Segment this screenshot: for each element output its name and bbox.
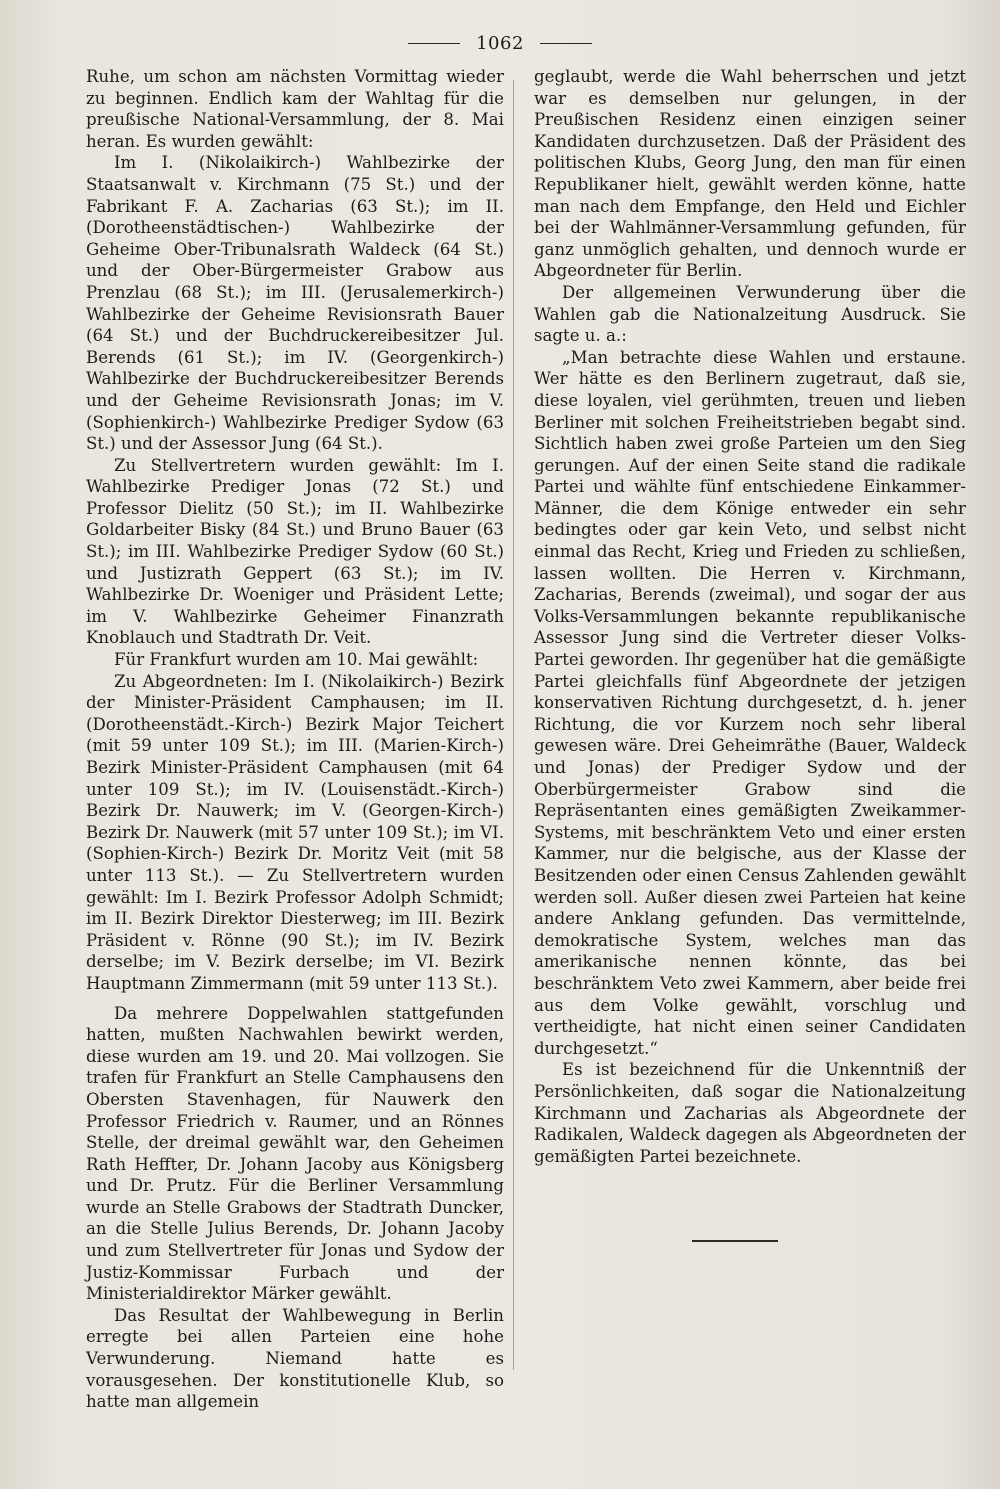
- right-column: [534, 66, 966, 1167]
- paragraph: Der allgemeinen Verwunderung über die Wahlen gab die Nationalzeitung Ausdruck. Sie sagte u. a.:: [534, 282, 966, 346]
- section-end-rule: [692, 1240, 778, 1242]
- paragraph: Zu Abgeordneten: Im I. (Nikolaikirch-) Bezirk der Minister-Präsident Camphausen; im II. (Dorotheenstädt.-Kirch-) Bezirk Major Teichert (mit 59 unter 109 St.); im III. (Marien-Kirch-) Bezirk Minister-Präsident Camphausen (mit 64 unter 109 St.); im IV. (Louisenstädt.-Kirch-) Bezirk Dr. Nauwerk; im V. (Georgen-Kirch-) Bezirk Dr. Nauwerk (mit 57 unter 109 St.); im VI. (Sophien-Kirch-) Bezirk Dr. Moritz Veit (mit 58 unter 113 St.). — Zu Stellvertretern wurden gewählt: Im I. Bezirk Professor Adolph Schmidt; im II. Bezirk Direktor Diesterweg; im III. Bezirk Präsident v. Rönne (90 St.); im IV. Bezirk derselbe; im V. Bezirk derselbe; im VI. Bezirk Hauptmann Zimmermann (mit 59 unter 113 St.).: [86, 671, 504, 993]
- paragraph: Das Resultat der Wahlbewegung in Berlin erregte bei allen Parteien eine hohe Verwunderung. Niemand hatte es vorausgesehen. Der konstitutionelle Klub, so hatte man allgemein: [86, 1305, 504, 1412]
- paragraph: Zu Stellvertretern wurden gewählt: Im I. Wahlbezirke Prediger Jonas (72 St.) und Professor Dielitz (50 St.); im II. Wahlbezirke Goldarbeiter Bisky (84 St.) und Bruno Bauer (63 St.); im III. Wahlbezirke Prediger Sydow (60 St.) und Justizrath Geppert (63 St.); im IV. Wahlbezirke Dr. Woeniger und Präsident Lette; im V. Wahlbezirke Geheimer Finanzrath Knoblauch und Stadtrath Dr. Veit.: [86, 455, 504, 648]
- left-column: [86, 66, 504, 1413]
- paragraph: Da mehrere Doppelwahlen stattgefunden hatten, mußten Nachwahlen bewirkt werden, diese wurden am 19. und 20. Mai vollzogen. Sie trafen für Frankfurt an Stelle Camphausens den Obersten Stavenhagen, für Nauwerk den Professor Friedrich v. Raumer, und an Rönnes Stelle, der dreimal gewählt war, den Geheimen Rath Heffter, Dr. Johann Jacoby aus Königsberg und Dr. Prutz. Für die Berliner Versammlung wurde an Stelle Grabows der Stadtrath Duncker, an die Stelle Julius Berends, Dr. Johann Jacoby und zum Stellvertreter für Jonas und Sydow der Justiz-Kommissar Furbach und der Ministerialdirektor Märker gewählt.: [86, 1003, 504, 1304]
- paragraph: Ruhe, um schon am nächsten Vormittag wieder zu beginnen. Endlich kam der Wahltag für die preußische National-Versammlung, der 8. Mai heran. Es wurden gewählt:: [86, 67, 504, 151]
- paragraph: geglaubt, werde die Wahl beherrschen und jetzt war es demselben nur gelungen, in der Preußischen Residenz einen einzigen seiner Kandidaten durchzusetzen. Daß der Präsident des politischen Klubs, Georg Jung, den man für einen Republikaner hielt, gewählt werden könne, hatte man nach dem Empfange, den Held und Eichler bei der Wahlmänner-Versammlung gefunden, für ganz unmöglich gehalten, und dennoch wurde er Abgeordneter für Berlin.: [534, 67, 966, 281]
- page-header: [0, 30, 1000, 56]
- quotation: „Man betrachte diese Wahlen und erstaune. Wer hätte es den Berlinern zugetraut, daß sie, diese loyalen, viel gerühmten, treuen und lieben Berliner mit solchen Freiheitstrieben begabt sind. Sichtlich haben zwei große Parteien um den Sieg gerungen. Auf der einen Seite stand die radikale Partei und wählte fünf entschiedene Einkammer-Männer, die dem Könige entweder ein sehr bedingtes oder gar kein Veto, und selbst nicht einmal das Recht, Krieg und Frieden zu schließen, lassen wollten. Die Herren v. Kirchmann, Zacharias, Berends (zweimal), und sogar der aus Volks-Versammlungen bekannte republikanische Assessor Jung sind die Vertreter dieser Volks-Partei geworden. Ihr gegenüber hat die gemäßigte Partei gleichfalls fünf Abgeordnete der jetzigen konservativen Richtung durchgesetzt, d. h. jener Richtung, die vor Kurzem noch sehr liberal gewesen wäre. Drei Geheimräthe (Bauer, Waldeck und Jonas) der Prediger Sydow und der Oberbürgermeister Grabow sind die Repräsentanten eines gemäßigten Zweikammer-Systems, mit beschränktem Veto und einer ersten Kammer, nur die belgische, aus der Klasse der Besitzenden oder einen Census Zahlenden gewählt werden soll. Außer diesen zwei Parteien hat keine andere Anklang gefunden. Das vermittelnde, demokratische System, welches man das amerikanische nennen könnte, das bei beschränktem Veto zwei Kammern, aber beide frei aus dem Volke gewählt, vorschlug und vertheidigte, hat nicht einen seiner Candidaten durchgesetzt.“: [534, 347, 966, 1058]
- header-rule-right: [540, 43, 592, 44]
- page-number: 1062: [476, 32, 524, 54]
- paragraph: Es ist bezeichnend für die Unkenntniß der Persönlichkeiten, daß sogar die Nationalzeitung Kirchmann und Zacharias als Abgeordnete der Radikalen, Waldeck dagegen als Abgeordneten der gemäßigten Partei bezeichnete.: [534, 1060, 966, 1166]
- column-divider: [513, 80, 514, 1370]
- paragraph: Im I. (Nikolaikirch-) Wahlbezirke der Staatsanwalt v. Kirchmann (75 St.) und der Fabrikant F. A. Zacharias (63 St.); im II. (Dorotheenstädtischen-) Wahlbezirke der Geheime Ober-Tribunalsrath Waldeck (64 St.) und der Ober-Bürgermeister Grabow aus Prenzlau (68 St.); im III. (Jerusalemerkirch-) Wahlbezirke der Geheime Revisionsrath Bauer (64 St.) und der Buchdruckereibesitzer Jul. Berends (61 St.); im IV. (Georgenkirch-) Wahlbezirke der Buchdruckereibesitzer Berends und der Geheime Revisionsrath Jonas; im V. (Sophienkirch-) Wahlbezirke Prediger Sydow (63 St.) und der Assessor Jung (64 St.).: [86, 153, 504, 454]
- paragraph: Für Frankfurt wurden am 10. Mai gewählt:: [114, 650, 479, 670]
- header-rule-left: [408, 43, 460, 44]
